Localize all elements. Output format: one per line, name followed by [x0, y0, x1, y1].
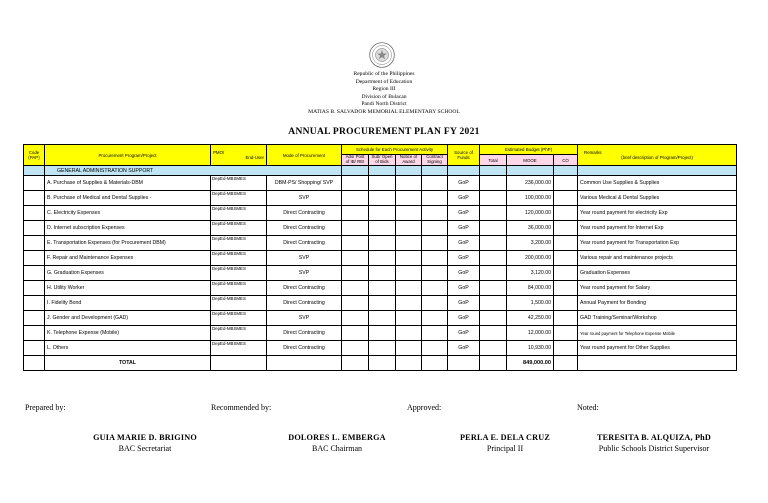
- noted-position: Public Schools District Supervisor: [598, 444, 710, 453]
- row-pmo-value: DepEd-MBSMES: [212, 236, 246, 241]
- col-pmo-top: PMO/: [213, 150, 225, 155]
- row-code: [24, 221, 45, 236]
- row-sched-contract: [422, 206, 448, 221]
- table-row: [24, 281, 737, 296]
- col-schedule: Schedule for Each Procurement Activity: [342, 145, 448, 155]
- row-sched-contract: [422, 236, 448, 251]
- row-sched-ads: [342, 326, 369, 341]
- row-sched-ads: [342, 266, 369, 281]
- header-line-region: Region III: [372, 86, 396, 92]
- row-code: [24, 281, 45, 296]
- header-line-republic: Republic of the Philippines: [353, 71, 415, 77]
- row-remarks: Annual Payment for Bonding: [578, 296, 737, 311]
- section-row: [24, 166, 737, 176]
- row-co: [554, 221, 578, 236]
- prepared-position: BAC Secretariat: [118, 444, 172, 453]
- row-sched-ads: [342, 221, 369, 236]
- row-mode: SVP: [267, 251, 342, 266]
- row-total: [480, 266, 507, 281]
- col-budget: Estimated Budget (PhP): [480, 145, 578, 155]
- row-pmo: [211, 206, 267, 221]
- row-total: [480, 281, 507, 296]
- row-mode: DBM-PS/ Shopping/ SVP: [267, 176, 342, 191]
- table-row: [24, 266, 737, 281]
- col-sched-ads: Ads/ Post of IB/ REI: [342, 155, 369, 166]
- col-co: CO: [554, 155, 578, 166]
- row-sched-sub: [369, 206, 396, 221]
- noted-label: Noted:: [577, 403, 599, 412]
- row-sched-notice: [396, 281, 422, 296]
- table-row: [24, 296, 737, 311]
- approved-position: Principal II: [486, 444, 524, 453]
- recommended-position: BAC Chairman: [312, 444, 362, 453]
- row-pmo: [211, 191, 267, 206]
- row-mooe: 84,000.00: [507, 281, 554, 296]
- row-total: [480, 311, 507, 326]
- row-total: [480, 341, 507, 356]
- col-remarks-sub: (brief description of Program/Project): [621, 155, 693, 160]
- table-row: [24, 221, 737, 236]
- row-co: [554, 251, 578, 266]
- row-total: [480, 326, 507, 341]
- row-source: GoP: [448, 176, 480, 191]
- row-project: E. Transportation Expenses (for Procurement DBM): [45, 236, 211, 251]
- row-sched-ads: [342, 251, 369, 266]
- row-pmo-value: DepEd-MBSMES: [212, 191, 246, 196]
- col-pmo: [211, 145, 267, 166]
- row-mode: Direct Contracting: [267, 206, 342, 221]
- row-source: GoP: [448, 341, 480, 356]
- recommended-by-label: Recommended by:: [211, 403, 272, 412]
- row-pmo-value: DepEd-MBSMES: [212, 221, 246, 226]
- document-title: ANNUAL PROCUREMENT PLAN FY 2021: [288, 127, 480, 137]
- row-pmo-value: DepEd-MBSMES: [212, 251, 246, 256]
- row-sched-contract: [422, 176, 448, 191]
- row-code: [24, 176, 45, 191]
- row-code: [24, 236, 45, 251]
- table-row: [24, 341, 737, 356]
- row-sched-notice: [396, 221, 422, 236]
- row-pmo-value: DepEd-MBSMES: [212, 326, 246, 331]
- table-header-row: [24, 145, 737, 155]
- row-pmo: [211, 311, 267, 326]
- row-mode: SVP: [267, 191, 342, 206]
- row-pmo-value: DepEd-MBSMES: [212, 266, 246, 271]
- row-source: GoP: [448, 206, 480, 221]
- row-sched-notice: [396, 296, 422, 311]
- col-mode: Mode of Procurement: [267, 145, 342, 166]
- row-co: [554, 176, 578, 191]
- total-row: [24, 356, 737, 371]
- row-sched-ads: [342, 176, 369, 191]
- row-pmo: [211, 296, 267, 311]
- row-code: [24, 251, 45, 266]
- row-source: GoP: [448, 236, 480, 251]
- row-sched-ads: [342, 281, 369, 296]
- row-project: C. Electricity Expenses: [45, 206, 211, 221]
- row-sched-contract: [422, 311, 448, 326]
- row-sched-notice: [396, 236, 422, 251]
- row-remarks: Year round payment for Other Supplies: [578, 341, 737, 356]
- col-total: Total: [480, 155, 507, 166]
- row-co: [554, 191, 578, 206]
- row-co: [554, 311, 578, 326]
- row-project: B. Purchase of Medical and Dental Supplies -: [45, 191, 211, 206]
- row-source: GoP: [448, 266, 480, 281]
- row-remarks: Year round payment for Internet Exp: [578, 221, 737, 236]
- table-row: [24, 176, 737, 191]
- row-total: [480, 296, 507, 311]
- row-sched-notice: [396, 206, 422, 221]
- col-sched-notice: Notice of Award: [396, 155, 422, 166]
- row-pmo-value: DepEd-MBSMES: [212, 281, 246, 286]
- row-mooe: 42,250.00: [507, 311, 554, 326]
- row-sched-sub: [369, 311, 396, 326]
- table-row: [24, 206, 737, 221]
- row-sched-contract: [422, 326, 448, 341]
- row-code: [24, 341, 45, 356]
- row-pmo: [211, 266, 267, 281]
- row-sched-contract: [422, 266, 448, 281]
- row-pmo-value: DepEd-MBSMES: [212, 206, 246, 211]
- row-sched-contract: [422, 281, 448, 296]
- row-project: G. Graduation Expenses: [45, 266, 211, 281]
- prepared-name: GUIA MARIE D. BRIGINO: [93, 433, 197, 442]
- header-line-division: Division of Bulacan: [361, 93, 407, 100]
- row-mooe: 100,000.00: [507, 191, 554, 206]
- row-source: GoP: [448, 311, 480, 326]
- row-sched-contract: [422, 296, 448, 311]
- total-label: TOTAL: [45, 356, 211, 371]
- row-sched-sub: [369, 326, 396, 341]
- table-row: [24, 326, 737, 341]
- row-mode: Direct Contracting: [267, 341, 342, 356]
- row-sched-sub: [369, 251, 396, 266]
- table-row: [24, 251, 737, 266]
- row-sched-contract: [422, 251, 448, 266]
- row-sched-ads: [342, 311, 369, 326]
- row-project: H. Utility Worker: [45, 281, 211, 296]
- row-sched-sub: [369, 176, 396, 191]
- row-pmo-value: DepEd-MBSMES: [212, 296, 246, 301]
- row-project: I. Fidelity Bond: [45, 296, 211, 311]
- col-remarks-title: Remarks: [584, 150, 602, 155]
- row-sched-notice: [396, 176, 422, 191]
- row-sched-notice: [396, 251, 422, 266]
- approved-name: PERLA E. DELA CRUZ: [459, 433, 551, 442]
- table-row: [24, 191, 737, 206]
- prepared-by-label: Prepared by:: [25, 403, 66, 412]
- row-total: [480, 221, 507, 236]
- col-code: Code (PAP): [24, 145, 45, 166]
- row-source: GoP: [448, 191, 480, 206]
- row-total: [480, 176, 507, 191]
- total-mooe: 849,000.00: [507, 356, 554, 371]
- row-pmo: [211, 236, 267, 251]
- row-sched-contract: [422, 221, 448, 236]
- row-code: [24, 311, 45, 326]
- row-sched-sub: [369, 266, 396, 281]
- row-remarks: Year round payment for Telephone Expense Mobile: [578, 326, 737, 341]
- row-sched-ads: [342, 206, 369, 221]
- row-mooe: 120,000.00: [507, 206, 554, 221]
- row-source: GoP: [448, 281, 480, 296]
- row-project: L. Others: [45, 341, 211, 356]
- noted-name: TERESITA B. ALQUIZA, PhD: [596, 433, 712, 442]
- row-sched-sub: [369, 281, 396, 296]
- row-pmo: [211, 281, 267, 296]
- col-source: Source of Funds: [448, 145, 480, 166]
- row-mode: SVP: [267, 311, 342, 326]
- row-mooe: 36,000.00: [507, 221, 554, 236]
- procurement-table: [23, 144, 737, 371]
- row-source: GoP: [448, 251, 480, 266]
- row-remarks: Year round payment for Salary: [578, 281, 737, 296]
- col-sched-contract: Contract Signing: [422, 155, 448, 166]
- row-remarks: Various repair and maintenance projects: [578, 251, 737, 266]
- row-pmo-value: DepEd-MBSMES: [212, 176, 246, 181]
- row-mode: Direct Contracting: [267, 236, 342, 251]
- row-project: K. Telephone Expense (Mobile): [45, 326, 211, 341]
- row-pmo: [211, 251, 267, 266]
- row-sched-ads: [342, 296, 369, 311]
- row-pmo: [211, 341, 267, 356]
- col-pmo-bottom: End-User: [245, 155, 264, 160]
- row-code: [24, 326, 45, 341]
- row-co: [554, 281, 578, 296]
- table-row: [24, 236, 737, 251]
- row-total: [480, 236, 507, 251]
- table-row: [24, 311, 737, 326]
- approved-label: Approved:: [407, 403, 442, 412]
- row-co: [554, 206, 578, 221]
- row-pmo: [211, 326, 267, 341]
- deped-seal-logo: [369, 42, 395, 68]
- table-body: [24, 176, 737, 356]
- col-project: Procurement Program/Project: [45, 145, 211, 166]
- row-sched-ads: [342, 191, 369, 206]
- school-name: MATIAS B. SALVADOR MEMORIAL ELEMENTARY SCHOOL: [308, 109, 460, 115]
- row-code: [24, 206, 45, 221]
- row-mode: Direct Contracting: [267, 281, 342, 296]
- row-co: [554, 341, 578, 356]
- row-remarks: Graduation Expenses: [578, 266, 737, 281]
- row-mode: SVP: [267, 266, 342, 281]
- row-total: [480, 206, 507, 221]
- row-total: [480, 251, 507, 266]
- row-mooe: 200,000.00: [507, 251, 554, 266]
- row-mooe: 1,500.00: [507, 296, 554, 311]
- row-sched-notice: [396, 326, 422, 341]
- row-mooe: 3,120.00: [507, 266, 554, 281]
- recommended-name: DOLORES L. EMBERGA: [288, 433, 386, 442]
- row-co: [554, 236, 578, 251]
- row-remarks: Year round payment for electricity Exp: [578, 206, 737, 221]
- row-source: GoP: [448, 221, 480, 236]
- col-mooe: MOOE: [507, 155, 554, 166]
- row-total: [480, 191, 507, 206]
- row-sched-ads: [342, 236, 369, 251]
- row-pmo-value: DepEd-MBSMES: [212, 341, 246, 346]
- row-mooe: 12,000.00: [507, 326, 554, 341]
- row-project: F. Repair and Maintenance Expenses: [45, 251, 211, 266]
- row-code: [24, 266, 45, 281]
- row-mooe: 10,930.00: [507, 341, 554, 356]
- row-sched-sub: [369, 341, 396, 356]
- header-line-district: Pandi North District: [361, 101, 407, 107]
- section-label: GENERAL ADMINISTRATION SUPPORT: [45, 166, 342, 176]
- row-pmo: [211, 221, 267, 236]
- row-mooe: 236,000.00: [507, 176, 554, 191]
- row-co: [554, 326, 578, 341]
- row-co: [554, 296, 578, 311]
- row-sched-sub: [369, 296, 396, 311]
- row-mode: Direct Contracting: [267, 221, 342, 236]
- row-sched-notice: [396, 266, 422, 281]
- row-project: J. Gender and Development (GAD): [45, 311, 211, 326]
- row-pmo: [211, 176, 267, 191]
- row-sched-ads: [342, 341, 369, 356]
- row-code: [24, 191, 45, 206]
- row-remarks: GAD Training/Seminar/Workshop: [578, 311, 737, 326]
- row-remarks: Various Medical & Dental Supplies: [578, 191, 737, 206]
- row-sched-sub: [369, 236, 396, 251]
- row-sched-notice: [396, 191, 422, 206]
- row-project: D. Internet subscription Expenses: [45, 221, 211, 236]
- row-sched-sub: [369, 221, 396, 236]
- row-mooe: 3,200.00: [507, 236, 554, 251]
- col-sched-sub: Sub/ Open of Bids: [369, 155, 396, 166]
- row-project: A. Purchase of Supplies & Materials-DBM: [45, 176, 211, 191]
- row-sched-notice: [396, 341, 422, 356]
- row-code: [24, 296, 45, 311]
- row-sched-sub: [369, 191, 396, 206]
- row-co: [554, 266, 578, 281]
- row-pmo-value: DepEd-MBSMES: [212, 311, 246, 316]
- row-mode: Direct Contracting: [267, 296, 342, 311]
- row-sched-contract: [422, 341, 448, 356]
- row-source: GoP: [448, 296, 480, 311]
- row-sched-contract: [422, 191, 448, 206]
- col-remarks: [578, 145, 737, 166]
- header-line-department: Department of Education: [355, 78, 413, 85]
- row-remarks: Year round payment for Transportation Exp: [578, 236, 737, 251]
- row-source: GoP: [448, 326, 480, 341]
- row-sched-notice: [396, 311, 422, 326]
- row-remarks: Common Use Supplies & Supplies: [578, 176, 737, 191]
- row-mode: Direct Contracting: [267, 326, 342, 341]
